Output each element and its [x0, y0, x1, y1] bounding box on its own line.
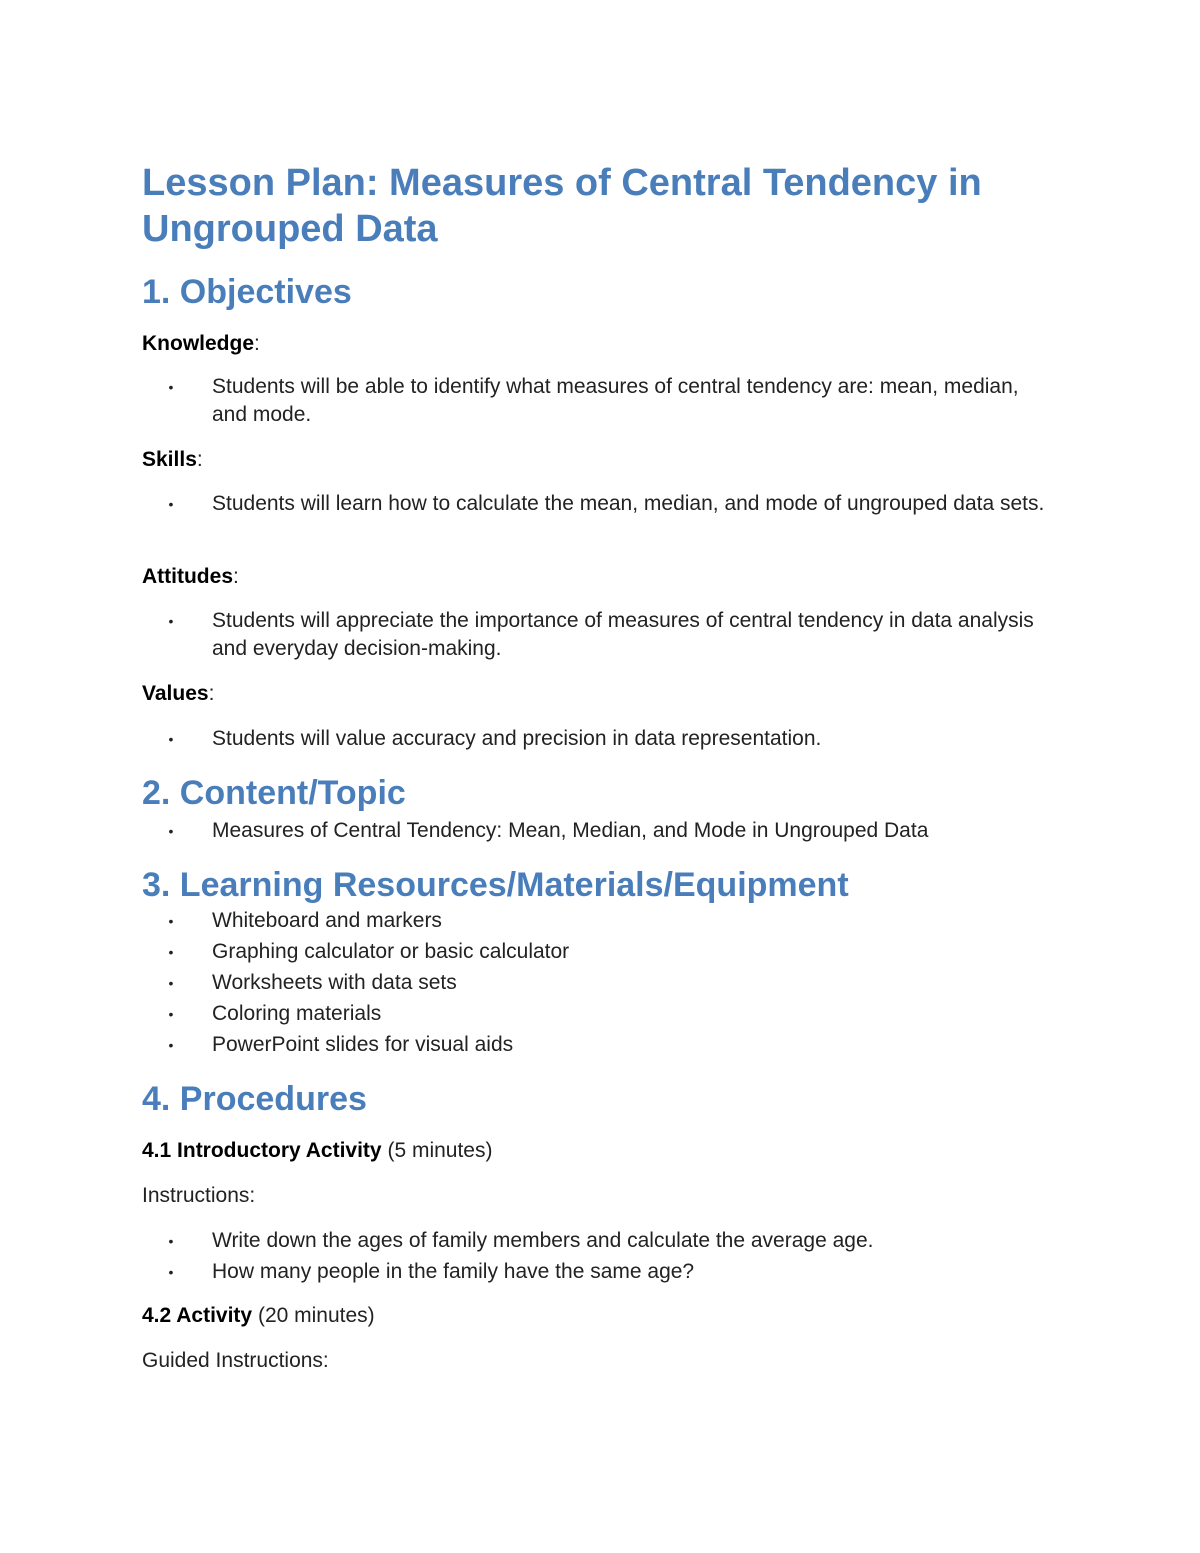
bullet-icon: • — [168, 1264, 174, 1280]
list-item-text: PowerPoint slides for visual aids — [212, 1033, 514, 1056]
label-attitudes-colon: : — [233, 565, 239, 588]
list-item — [142, 1031, 1062, 1059]
bullet-icon: • — [168, 1006, 174, 1022]
list-item — [142, 490, 1062, 518]
list-item-text: Coloring materials — [212, 1002, 382, 1025]
label-skills — [142, 446, 203, 474]
list-item-text: Students will be able to identify what measures of central tendency are: mean, median, and mode. — [212, 375, 1019, 426]
list-item — [142, 938, 1062, 966]
label-introductory-activity-text: 4.1 Introductory Activity — [142, 1139, 382, 1162]
label-skills-colon: : — [196, 448, 203, 471]
label-attitudes — [142, 563, 239, 591]
list-item — [142, 725, 1062, 753]
bullet-icon: • — [168, 731, 174, 747]
bullet-icon: • — [168, 1037, 174, 1053]
label-introductory-activity — [142, 1137, 492, 1165]
label-skills-text: Skills — [142, 448, 197, 471]
list-item-text: Graphing calculator or basic calculator — [212, 940, 570, 963]
bullet-icon: • — [168, 379, 174, 395]
bullet-icon: • — [168, 975, 174, 991]
list-item — [142, 969, 1062, 997]
label-values-text: Values — [142, 682, 209, 705]
bullet-icon: • — [168, 496, 174, 512]
instructions-label: Instructions: — [142, 1184, 256, 1207]
label-attitudes-text: Attitudes — [142, 565, 233, 588]
list-item — [142, 1000, 1062, 1028]
list-item-text: Students will learn how to calculate the mean, median, and mode of ungrouped data sets. — [212, 492, 1045, 515]
heading-procedures: 4. Procedures — [142, 1080, 367, 1118]
list-item — [142, 907, 1062, 935]
duration-activity: (20 minutes) — [257, 1304, 375, 1327]
heading-content-topic: 2. Content/Topic — [142, 774, 406, 812]
list-item — [142, 373, 1062, 429]
list-item-text: Write down the ages of family members and calculate the average age. — [212, 1229, 874, 1252]
list-item — [142, 817, 1062, 845]
list-item-text: Measures of Central Tendency: Mean, Median, and Mode in Ungrouped Data — [212, 819, 929, 842]
list-item — [142, 607, 1062, 663]
list-item-text: Worksheets with data sets — [212, 971, 457, 994]
list-item-text: Whiteboard and markers — [212, 909, 442, 932]
label-knowledge-colon: : — [254, 332, 260, 355]
list-item-text: Students will value accuracy and precision in data representation. — [212, 727, 822, 750]
list-item — [142, 1227, 1062, 1255]
bullet-icon: • — [168, 823, 174, 839]
list-item — [142, 1258, 1062, 1286]
bullet-icon: • — [168, 1233, 174, 1249]
guided-instructions-label: Guided Instructions: — [142, 1349, 329, 1372]
label-knowledge-text: Knowledge — [142, 332, 255, 355]
label-activity — [142, 1302, 375, 1330]
bullet-icon: • — [168, 913, 174, 929]
heading-learning-resources: 3. Learning Resources/Materials/Equipment — [142, 866, 849, 904]
list-item-text: How many people in the family have the same age? — [212, 1260, 695, 1283]
bullet-icon: • — [168, 613, 174, 629]
duration-introductory-activity: (5 minutes) — [387, 1139, 493, 1162]
label-values-colon: : — [208, 682, 215, 705]
bullet-icon: • — [168, 944, 174, 960]
document-title: Lesson Plan: Measures of Central Tendency in Ungrouped Data — [142, 162, 982, 250]
list-item-text: Students will appreciate the importance of measures of central tendency in data analysis and everyday decision-making. — [212, 609, 1034, 660]
label-knowledge — [142, 330, 260, 358]
label-activity-text: 4.2 Activity — [142, 1304, 253, 1327]
label-values — [142, 680, 214, 708]
heading-objectives: 1. Objectives — [142, 273, 352, 311]
